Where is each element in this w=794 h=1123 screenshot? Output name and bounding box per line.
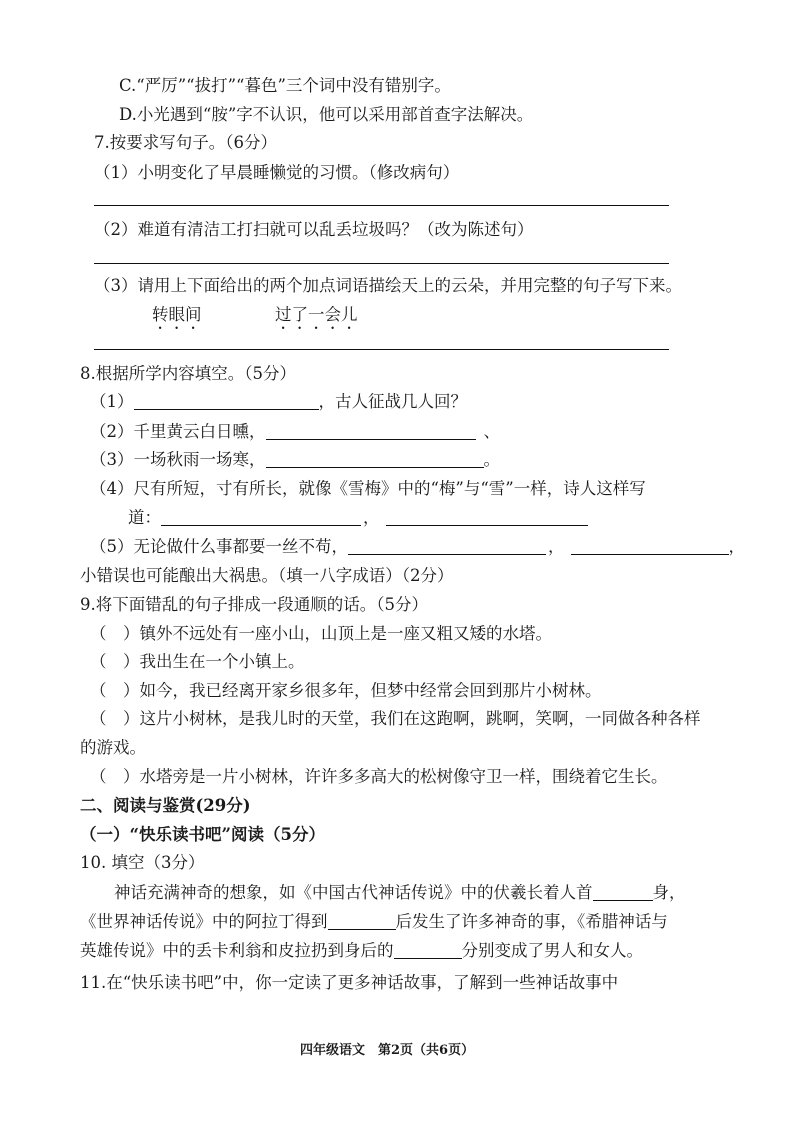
q10-line-2-text: 《世界神话传说》中的阿拉丁得到	[80, 912, 328, 931]
section-2-sub-heading: （一）“快乐读书吧”阅读（5分）	[80, 825, 325, 844]
q10-line-3	[80, 940, 643, 962]
q7-s1-answer-line[interactable]	[94, 205, 669, 206]
q8-s3	[90, 449, 500, 471]
q11-text: 11.在“快乐读书吧”中，你一定读了更多神话故事，了解到一些神话故事中	[80, 973, 619, 992]
q10-title: 10. 填空（3分）	[80, 853, 205, 872]
q9-title: 9.将下面错乱的句子排成一段通顺的话。（5分）	[80, 595, 428, 614]
q8-s2	[90, 421, 500, 443]
q10-line-1-text: 神话充满神奇的想象，如《中国古代神话传说》中的伏羲长着人首	[114, 883, 593, 902]
q7-s3: （3）请用上下面给出的两个加点词语描绘天上的云朵，并用完整的句子写下来。	[94, 276, 682, 295]
q8-s1-number: （1）	[90, 392, 134, 411]
q10-blank-3[interactable]	[394, 940, 462, 959]
section-2-heading: 二、阅读与鉴赏(29分)	[80, 796, 251, 815]
q8-s4-mid: ，	[363, 508, 380, 527]
q8-s1	[90, 391, 467, 413]
q8-s5-text: （5）无论做什么事都要一丝不苟，	[90, 537, 348, 556]
q7-s3-answer-line[interactable]	[94, 349, 669, 350]
q8-s3-text: （3）一场秋雨一场寒，	[90, 450, 266, 469]
q8-s5-blank-1[interactable]	[348, 536, 546, 555]
q7-s1: （1）小明变化了早晨睡懒觉的习惯。（修改病句）	[94, 163, 460, 182]
q7-dotted-word-2: 过了一会儿	[275, 305, 358, 324]
q8-s3-end: 。	[483, 450, 500, 469]
q10-line-2-end: 后发生了许多神奇的事，《希腊神话与	[395, 912, 668, 931]
q8-s1-blank[interactable]	[134, 391, 319, 410]
q8-s2-blank[interactable]	[266, 421, 476, 440]
q8-title: 8.根据所学内容填空。（5分）	[80, 364, 296, 383]
q8-s5-blank-2[interactable]	[571, 536, 729, 555]
q6-option-c: C.“严厉”“拔打”“暮色”三个词中没有错别字。	[119, 76, 451, 95]
q9-item-5[interactable]: （ ）水塔旁是一片小树林，许许多多高大的松树像守卫一样，围绕着它生长。	[90, 767, 668, 786]
q8-s2-end: 、	[483, 422, 500, 441]
q9-item-1[interactable]: （ ）镇外不远处有一座小山，山顶上是一座又粗又矮的水塔。	[90, 624, 552, 643]
q10-blank-2[interactable]	[328, 911, 396, 930]
q7-title: 7.按要求写句子。（6分）	[94, 133, 277, 152]
q8-s4-blank-2[interactable]	[386, 507, 588, 526]
q7-dotted-word-1: 转眼间	[152, 305, 202, 324]
q6-option-d: D.小光遇到“胺”字不认识，他可以采用部首查字法解决。	[119, 105, 534, 124]
q10-line-1-end: 身，	[652, 883, 686, 902]
q10-line-2	[80, 911, 668, 933]
q7-s2-answer-line[interactable]	[94, 263, 669, 264]
q7-s2: （2）难道有清洁工打扫就可以乱丢垃圾吗？（改为陈述句）	[94, 220, 534, 239]
q9-item-4-cont: 的游戏。	[80, 738, 146, 757]
q8-s2-text: （2）千里黄云白日曛，	[90, 422, 266, 441]
q8-s4: （4）尺有所短，寸有所长，就像《雪梅》中的“梅”与“雪”一样，诗人这样写	[90, 479, 646, 498]
q9-item-2[interactable]: （ ）我出生在一个小镇上。	[90, 652, 305, 671]
q10-blank-1[interactable]	[593, 882, 653, 901]
q8-s5	[90, 536, 745, 558]
q10-line-1	[114, 882, 686, 904]
q8-s5-end: ，	[728, 537, 745, 556]
q9-item-3[interactable]: （ ）如今，我已经离开家乡很多年，但梦中经常会回到那片小树林。	[90, 681, 602, 700]
q10-line-3-text: 英雄传说》中的丢卡利翁和皮拉扔到身后的	[80, 941, 394, 960]
q8-s1-text: ，古人征战几人回？	[318, 392, 467, 411]
q8-s4-line2	[128, 507, 588, 529]
page-footer: 四年级语文 第2页（共6页）	[300, 1043, 475, 1058]
q8-s5-mid: ，	[548, 537, 565, 556]
q8-s4-blank-1[interactable]	[161, 507, 361, 526]
q8-s5-tail: 小错误也可能酿出大祸患。（填一八字成语）（2分）	[80, 566, 454, 585]
q10-line-3-end: 分别变成了男人和女人。	[461, 941, 643, 960]
q8-s4-prefix: 道：	[128, 508, 161, 527]
q9-item-4[interactable]: （ ）这片小树林，是我儿时的天堂，我们在这跑啊，跳啊，笑啊，一同做各种各样	[90, 709, 701, 728]
q8-s3-blank[interactable]	[266, 449, 484, 468]
